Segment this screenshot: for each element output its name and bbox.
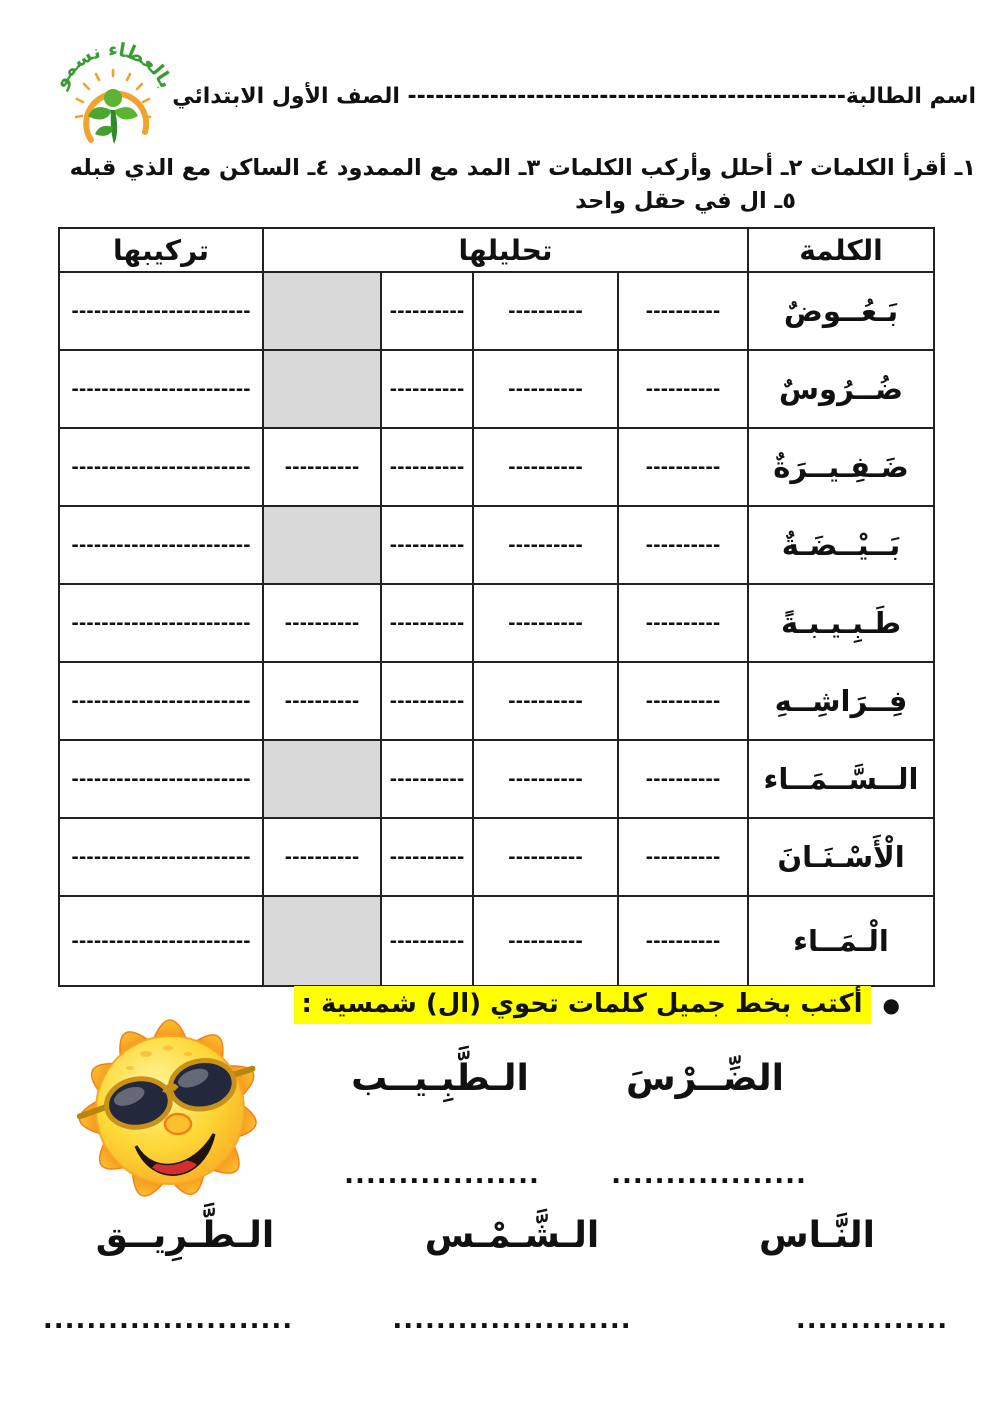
analysis-blank: ---------- (263, 662, 381, 740)
student-name-label: اسم الطالبة (845, 84, 976, 109)
logo-arc-text: بالعطاء نسمو (48, 38, 178, 92)
table-row (59, 584, 934, 662)
analysis-blank: ---------- (263, 428, 381, 506)
analysis-blank: ---------- (618, 272, 748, 350)
analysis-blank: ---------- (473, 818, 618, 896)
analysis-blank: ---------- (618, 662, 748, 740)
analysis-shaded-cell (263, 272, 381, 350)
table-row (59, 662, 934, 740)
analysis-blank: ---------- (618, 740, 748, 818)
grade-label: الصف الأول الابتدائي (172, 84, 400, 109)
writing-dots-line: .................. (344, 1160, 540, 1190)
word-analysis-table (58, 227, 935, 987)
word-cell: بَـعُــوضٌ (748, 272, 934, 350)
word-cell: طَـبِـيـبـةً (748, 584, 934, 662)
composition-blank: ------------------------ (59, 896, 263, 986)
composition-blank: ------------------------ (59, 662, 263, 740)
composition-blank: ------------------------ (59, 350, 263, 428)
analysis-blank: ---------- (473, 584, 618, 662)
bullet-icon: ● (882, 993, 900, 1017)
composition-blank: ------------------------ (59, 584, 263, 662)
practice-word: الـطَّـرِيــق (95, 1215, 275, 1256)
composition-blank: ------------------------ (59, 740, 263, 818)
analysis-blank: ---------- (381, 272, 473, 350)
analysis-blank: ---------- (473, 272, 618, 350)
writing-dots-line: .................. (611, 1160, 807, 1190)
practice-word: الـطَّبِـيــب (351, 1058, 529, 1099)
composition-blank: ------------------------ (59, 272, 263, 350)
col-header-composition: تركيبها (59, 228, 263, 272)
word-cell: الْأَسْـنَـانَ (748, 818, 934, 896)
instructions-block (16, 152, 976, 217)
sun-cartoon-image (18, 998, 323, 1228)
analysis-blank: ---------- (618, 818, 748, 896)
word-cell: الــسَّــمَــاء (748, 740, 934, 818)
practice-word: الضِّــرْسَ (625, 1058, 785, 1099)
analysis-blank: ---------- (618, 428, 748, 506)
analysis-shaded-cell (263, 350, 381, 428)
analysis-blank: ---------- (381, 350, 473, 428)
instruction-line-1: ١ـ أقرأ الكلمات ٢ـ أحلل وأركب الكلمات ٣ـ المد مع الممدود ٤ـ الساكن مع الذي قبله (69, 155, 976, 181)
analysis-blank: ---------- (618, 350, 748, 428)
analysis-blank: ---------- (381, 506, 473, 584)
table-header-row (59, 228, 934, 272)
table-row (59, 818, 934, 896)
analysis-blank: ---------- (618, 506, 748, 584)
sun-nose (165, 1114, 191, 1134)
analysis-blank: ---------- (381, 896, 473, 986)
analysis-blank: ---------- (618, 584, 748, 662)
table-row (59, 740, 934, 818)
analysis-shaded-cell (263, 896, 381, 986)
table-row (59, 896, 934, 986)
col-header-analysis: تحليلها (263, 228, 748, 272)
logo-graphic (48, 32, 178, 162)
analysis-shaded-cell (263, 506, 381, 584)
writing-dots-line: ...................... (392, 1305, 632, 1335)
analysis-blank: ---------- (473, 662, 618, 740)
analysis-blank: ---------- (381, 818, 473, 896)
practice-word: النَّـاس (758, 1215, 876, 1256)
table-row (59, 272, 934, 350)
analysis-blank: ---------- (473, 428, 618, 506)
word-cell: ضَـفِـيــرَةٌ (748, 428, 934, 506)
writing-dots-line: .............. (795, 1305, 949, 1335)
analysis-blank: ---------- (473, 350, 618, 428)
composition-blank: ------------------------ (59, 818, 263, 896)
analysis-blank: ---------- (473, 506, 618, 584)
practice-word: الـشَّـمْـس (424, 1215, 600, 1256)
analysis-blank: ---------- (618, 896, 748, 986)
table-row (59, 506, 934, 584)
analysis-blank: ---------- (381, 740, 473, 818)
word-cell: بَــيْــضَـةٌ (748, 506, 934, 584)
instruction-line-2: ٥ـ ال في حقل واحد (575, 187, 796, 214)
analysis-blank: ---------- (381, 662, 473, 740)
name-blank-dashes: ------------------------------------------------ (407, 84, 846, 109)
analysis-blank: ---------- (263, 818, 381, 896)
composition-blank: ------------------------ (59, 428, 263, 506)
analysis-shaded-cell (263, 740, 381, 818)
analysis-blank: ---------- (381, 428, 473, 506)
analysis-blank: ---------- (473, 740, 618, 818)
composition-blank: ------------------------ (59, 506, 263, 584)
analysis-blank: ---------- (473, 896, 618, 986)
col-header-word: الكلمة (748, 228, 934, 272)
analysis-blank: ---------- (263, 584, 381, 662)
sun-graphic (18, 998, 323, 1228)
writing-prompt (294, 986, 900, 1024)
table-row (59, 350, 934, 428)
name-grade-line (172, 84, 976, 109)
analysis-blank: ---------- (381, 584, 473, 662)
writing-dots-line: ....................... (42, 1305, 294, 1335)
word-cell: ضُــرُوسٌ (748, 350, 934, 428)
school-logo (48, 32, 178, 162)
table-row (59, 428, 934, 506)
prompt-highlighted-text: أكتب بخط جميل كلمات تحوي (ال) شمسية : (294, 986, 871, 1024)
word-cell: الْـمَــاء (748, 896, 934, 986)
word-cell: فِــرَاشِــهِ (748, 662, 934, 740)
